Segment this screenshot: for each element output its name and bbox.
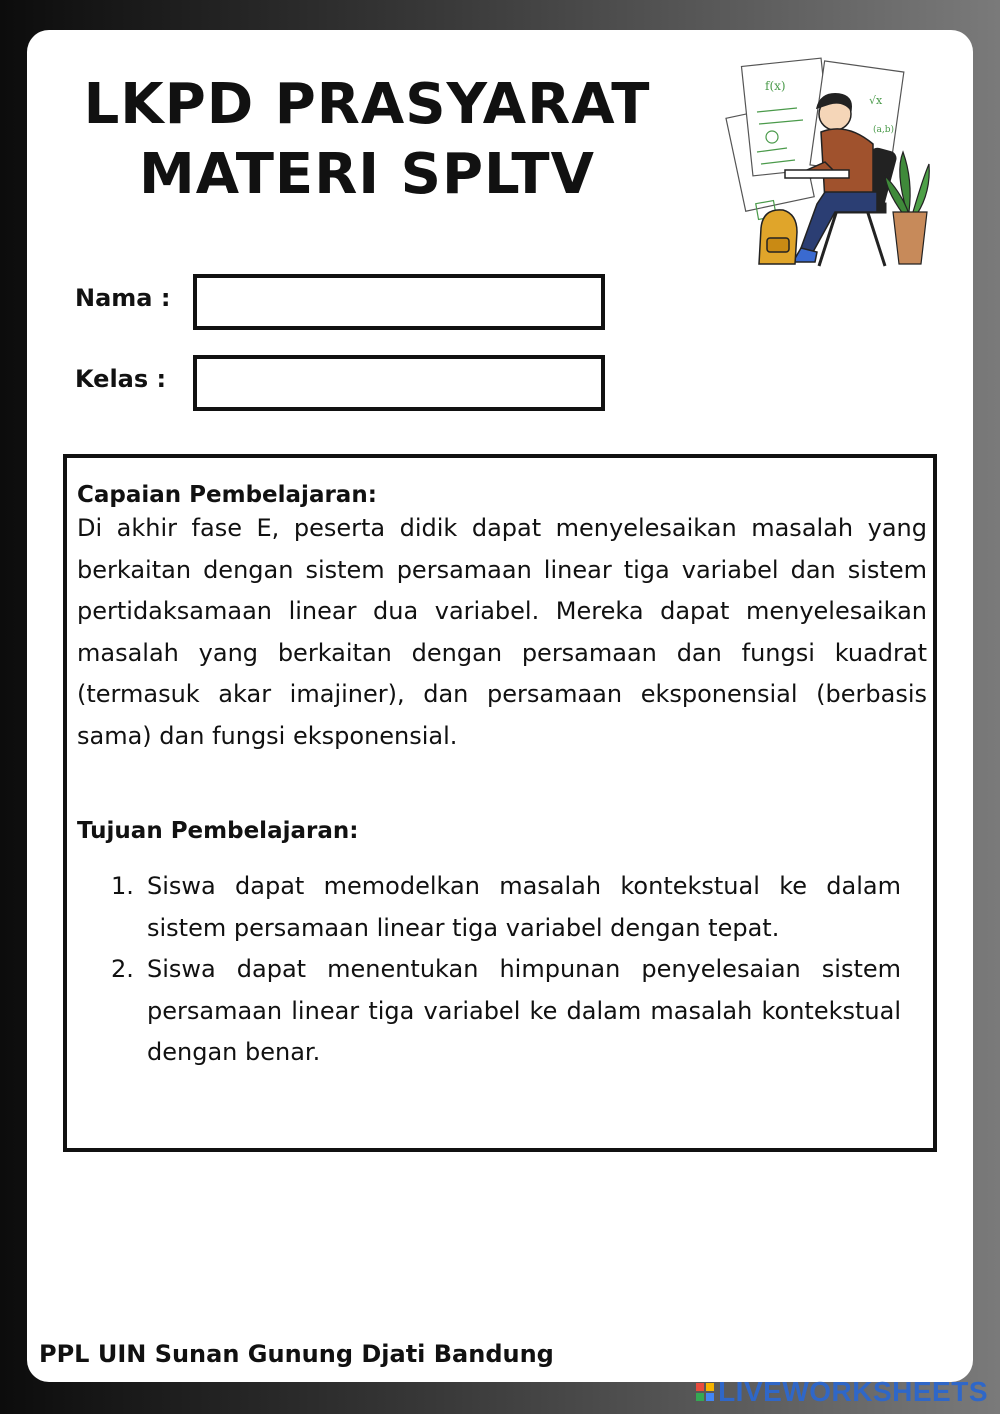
list-item-text: Siswa dapat memodelkan masalah kontekstual ke dalam sistem persamaan linear tiga variabel dengan tepat. <box>147 872 901 942</box>
capaian-text: Di akhir fase E, peserta didik dapat menyelesaikan masalah yang berkaitan dengan sistem persamaan linear tiga variabel dan sistem pertidaksamaan linear dua variabel. Mereka dapat menyelesaikan masalah yang berkaitan dengan persamaan dan fungsi kuadrat (termasuk akar imajiner), dan persamaan eksponensial (berbasis sama) dan fungsi eksponensial. <box>77 514 927 750</box>
title-line-2: MATERI SPLTV <box>139 142 595 207</box>
svg-text:f(x): f(x) <box>765 79 786 93</box>
capaian-section <box>77 482 927 757</box>
svg-text:(a,b): (a,b) <box>873 125 895 135</box>
page-title <box>67 70 667 210</box>
learning-info-box <box>63 454 937 1152</box>
watermark-text: LIVEWORKSHEETS <box>718 1376 988 1407</box>
list-item-number: 1. <box>111 872 134 900</box>
tujuan-section <box>77 818 927 844</box>
liveworksheets-watermark <box>696 1376 988 1408</box>
name-label: Nama : <box>75 284 171 312</box>
backpack <box>759 210 797 264</box>
class-input-box[interactable] <box>193 355 605 411</box>
student-studying-illustration <box>717 52 932 267</box>
tujuan-title: Tujuan Pembelajaran: <box>77 818 359 844</box>
footer-credit: PPL UIN Sunan Gunung Djati Bandung <box>39 1340 554 1368</box>
list-item-text: Siswa dapat menentukan himpunan penyelesaian sistem persamaan linear tiga variabel ke dalam masalah kontekstual dengan benar. <box>147 955 901 1066</box>
title-line-1: LKPD PRASYARAT <box>83 72 651 137</box>
name-input-box[interactable] <box>193 274 605 330</box>
list-item <box>111 949 901 1074</box>
liveworksheets-logo-icon <box>696 1383 714 1401</box>
class-label: Kelas : <box>75 365 167 393</box>
capaian-title: Capaian Pembelajaran: <box>77 482 377 508</box>
worksheet-page <box>27 30 973 1382</box>
list-item-number: 2. <box>111 955 134 983</box>
tujuan-list <box>111 866 901 1074</box>
list-item <box>111 866 901 949</box>
desk-pad <box>785 170 849 178</box>
svg-text:√x: √x <box>869 94 883 107</box>
